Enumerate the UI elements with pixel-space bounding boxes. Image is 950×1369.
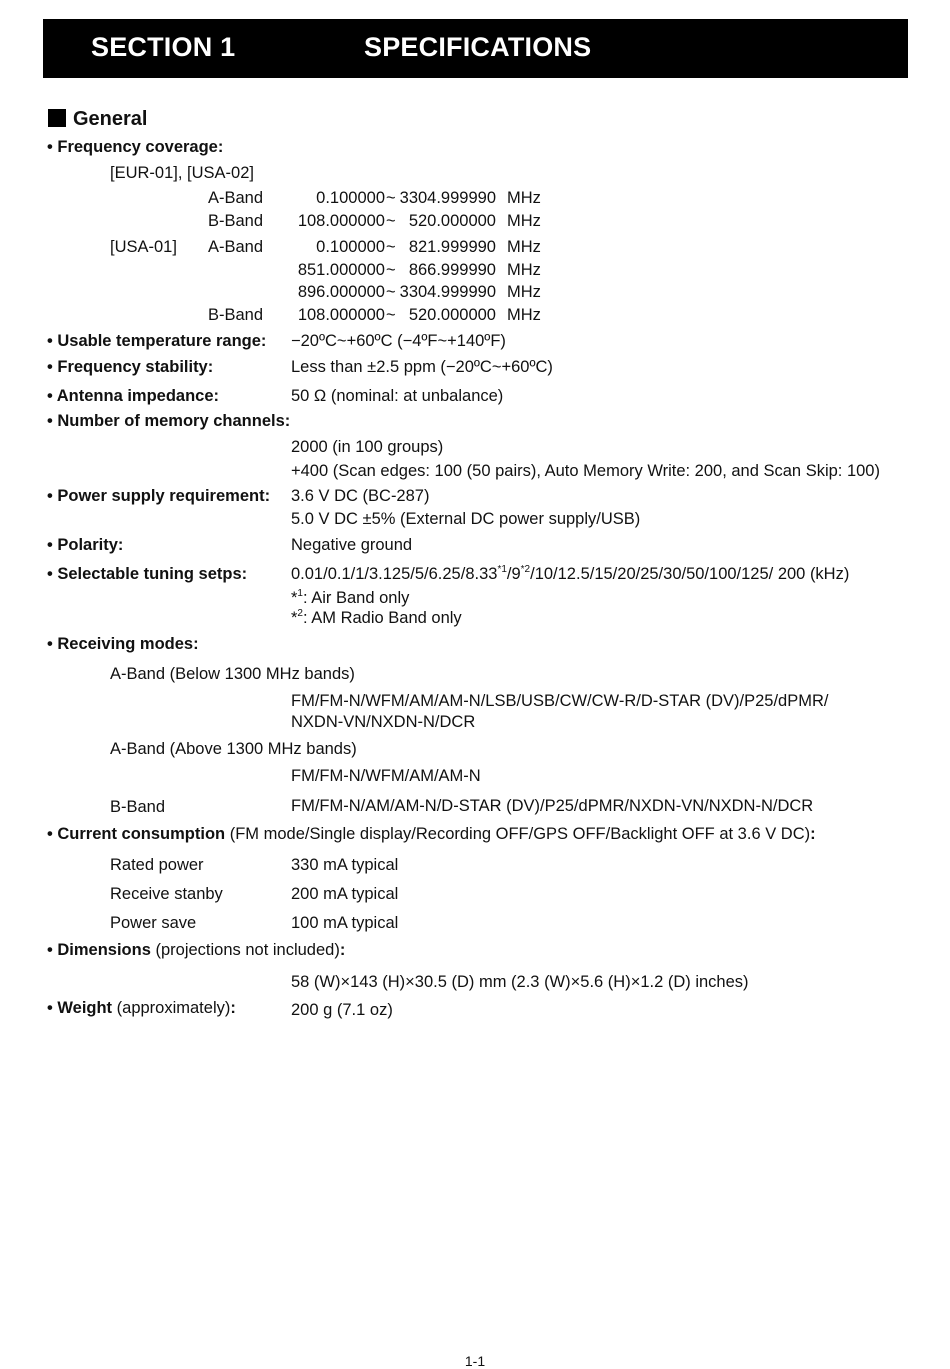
- freq-r1-to: 3304.999990: [399, 189, 496, 207]
- antenna-label: • Antenna impedance:: [47, 387, 220, 405]
- power-supply-line1: 3.6 V DC (BC-287): [291, 487, 430, 505]
- tuning-note2-sup: 2: [297, 607, 303, 619]
- current-save-label: Power save: [110, 914, 197, 932]
- section-title: SPECIFICATIONS: [364, 32, 592, 62]
- freq-r2-to: 520.000000: [408, 212, 496, 230]
- tuning-note2: [291, 608, 462, 628]
- current-label: [47, 824, 816, 844]
- weight-label-rest: (approximately): [112, 999, 231, 1017]
- modes-a-below-line1: FM/FM-N/WFM/AM/AM-N/LSB/USB/CW/CW-R/D-STAR (DV)/P25/dPMR/: [291, 692, 829, 710]
- tuning-note1-text: : Air Band only: [302, 589, 410, 607]
- freq-b-band-label: B-Band: [208, 212, 264, 230]
- polarity-label: • Polarity:: [47, 536, 124, 554]
- modes-label: • Receiving modes:: [47, 635, 199, 653]
- freq-r6-sep: ~: [386, 306, 396, 324]
- freq-r3-unit: MHz: [507, 238, 541, 256]
- tuning-label: • Selectable tuning setps:: [47, 565, 248, 583]
- tuning-sup1: *1: [497, 563, 507, 575]
- freq-r5-from: 896.000000: [297, 283, 385, 301]
- freq-r1-from: 0.100000: [316, 189, 385, 207]
- current-save-value: 100 mA typical: [291, 914, 399, 932]
- weight-value: 200 g (7.1 oz): [291, 1001, 393, 1019]
- section-banner: [43, 19, 908, 78]
- polarity-value: Negative ground: [291, 536, 413, 554]
- current-rated-label: Rated power: [110, 856, 204, 874]
- tuning-part2: /9: [506, 565, 521, 583]
- freq-r4-unit: MHz: [507, 261, 541, 279]
- tuning-part3: /10/12.5/15/20/25/30/50/100/125/ 200 (kHz): [530, 565, 850, 583]
- page-number: 1-1: [464, 1353, 486, 1369]
- freq-region-eur: [EUR-01], [USA-02]: [110, 164, 254, 182]
- section-number: SECTION 1: [91, 32, 236, 62]
- tuning-note1: [291, 588, 409, 608]
- square-bullet-icon: [48, 109, 66, 127]
- freq-a-band-label: A-Band: [208, 238, 264, 256]
- tuning-value: [291, 564, 849, 584]
- current-label-rest: (FM mode/Single display/Recording OFF/GPS OFF/Backlight OFF at 3.6 V DC): [225, 825, 811, 843]
- freq-r4-from: 851.000000: [297, 261, 385, 279]
- freq-r3-to: 821.999990: [408, 238, 496, 256]
- freq-region-usa01: [USA-01]: [110, 238, 177, 256]
- current-label-colon: :: [810, 825, 816, 843]
- modes-a-below-label: A-Band (Below 1300 MHz bands): [110, 665, 355, 683]
- memory-line2: +400 (Scan edges: 100 (50 pairs), Auto Memory Write: 200, and Scan Skip: 100): [291, 462, 880, 480]
- freq-r1-unit: MHz: [507, 189, 541, 207]
- freq-r3-sep: ~: [386, 238, 396, 256]
- tuning-note1-sup: 1: [297, 587, 303, 599]
- dimensions-label-bold: • Dimensions: [47, 941, 151, 959]
- freq-r5-to: 3304.999990: [399, 283, 496, 301]
- memory-line1: 2000 (in 100 groups): [291, 438, 444, 456]
- freq-b-band-label: B-Band: [208, 306, 264, 324]
- dimensions-label-colon: :: [339, 941, 346, 959]
- weight-label-colon: :: [230, 999, 236, 1017]
- modes-b-band-label: B-Band: [110, 798, 166, 816]
- temp-label: • Usable temperature range:: [47, 332, 267, 350]
- current-rated-value: 330 mA typical: [291, 856, 399, 874]
- dimensions-label: [47, 940, 345, 960]
- modes-a-above-label: A-Band (Above 1300 MHz bands): [110, 740, 357, 758]
- antenna-value: 50 Ω (nominal: at unbalance): [291, 387, 504, 405]
- memory-label: • Number of memory channels:: [47, 412, 291, 430]
- power-supply-line2: 5.0 V DC ±5% (External DC power supply/USB): [291, 510, 641, 528]
- freq-r4-to: 866.999990: [408, 261, 496, 279]
- current-label-bold: • Current consumption: [47, 825, 226, 843]
- modes-a-above-value: FM/FM-N/WFM/AM/AM-N: [291, 767, 481, 785]
- temp-value: −20ºC~+60ºC (−4ºF~+140ºF): [291, 332, 506, 350]
- modes-a-below-line2: NXDN-VN/NXDN-N/DCR: [291, 713, 476, 731]
- stability-label: • Frequency stability:: [47, 358, 214, 376]
- tuning-note2-text: : AM Radio Band only: [302, 609, 462, 627]
- freq-r4-sep: ~: [386, 261, 396, 279]
- general-heading: [48, 108, 147, 131]
- weight-label-bold: • Weight: [47, 999, 113, 1017]
- freq-r3-from: 0.100000: [316, 238, 385, 256]
- modes-b-band-value: FM/FM-N/AM/AM-N/D-STAR (DV)/P25/dPMR/NXDN-VN/NXDN-N/DCR: [291, 797, 814, 815]
- freq-r2-from: 108.000000: [297, 212, 385, 230]
- tuning-sup2: *2: [520, 563, 531, 575]
- weight-label: [47, 998, 236, 1018]
- freq-r6-to: 520.000000: [408, 306, 496, 324]
- freq-r5-unit: MHz: [507, 283, 541, 301]
- current-stanby-value: 200 mA typical: [291, 885, 399, 903]
- tuning-part1: 0.01/0.1/1/3.125/5/6.25/8.33: [291, 565, 498, 583]
- general-heading-text: General: [73, 108, 148, 130]
- freq-a-band-label: A-Band: [208, 189, 264, 207]
- freq-r5-sep: ~: [386, 283, 396, 301]
- freq-label: • Frequency coverage:: [47, 138, 224, 156]
- freq-r2-sep: ~: [386, 212, 396, 230]
- tuning-note1-mark: *: [291, 589, 298, 607]
- freq-r6-from: 108.000000: [297, 306, 385, 324]
- freq-r6-unit: MHz: [507, 306, 541, 324]
- freq-r1-sep: ~: [386, 189, 396, 207]
- power-supply-label: • Power supply requirement:: [47, 487, 271, 505]
- stability-value: Less than ±2.5 ppm (−20ºC~+60ºC): [291, 358, 553, 376]
- current-stanby-label: Receive stanby: [110, 885, 223, 903]
- freq-r2-unit: MHz: [507, 212, 541, 230]
- dimensions-label-rest: (projections not included): [150, 941, 340, 959]
- tuning-note2-mark: *: [291, 609, 298, 627]
- dimensions-value: 58 (W)×143 (H)×30.5 (D) mm (2.3 (W)×5.6 (H)×1.2 (D) inches): [291, 973, 749, 991]
